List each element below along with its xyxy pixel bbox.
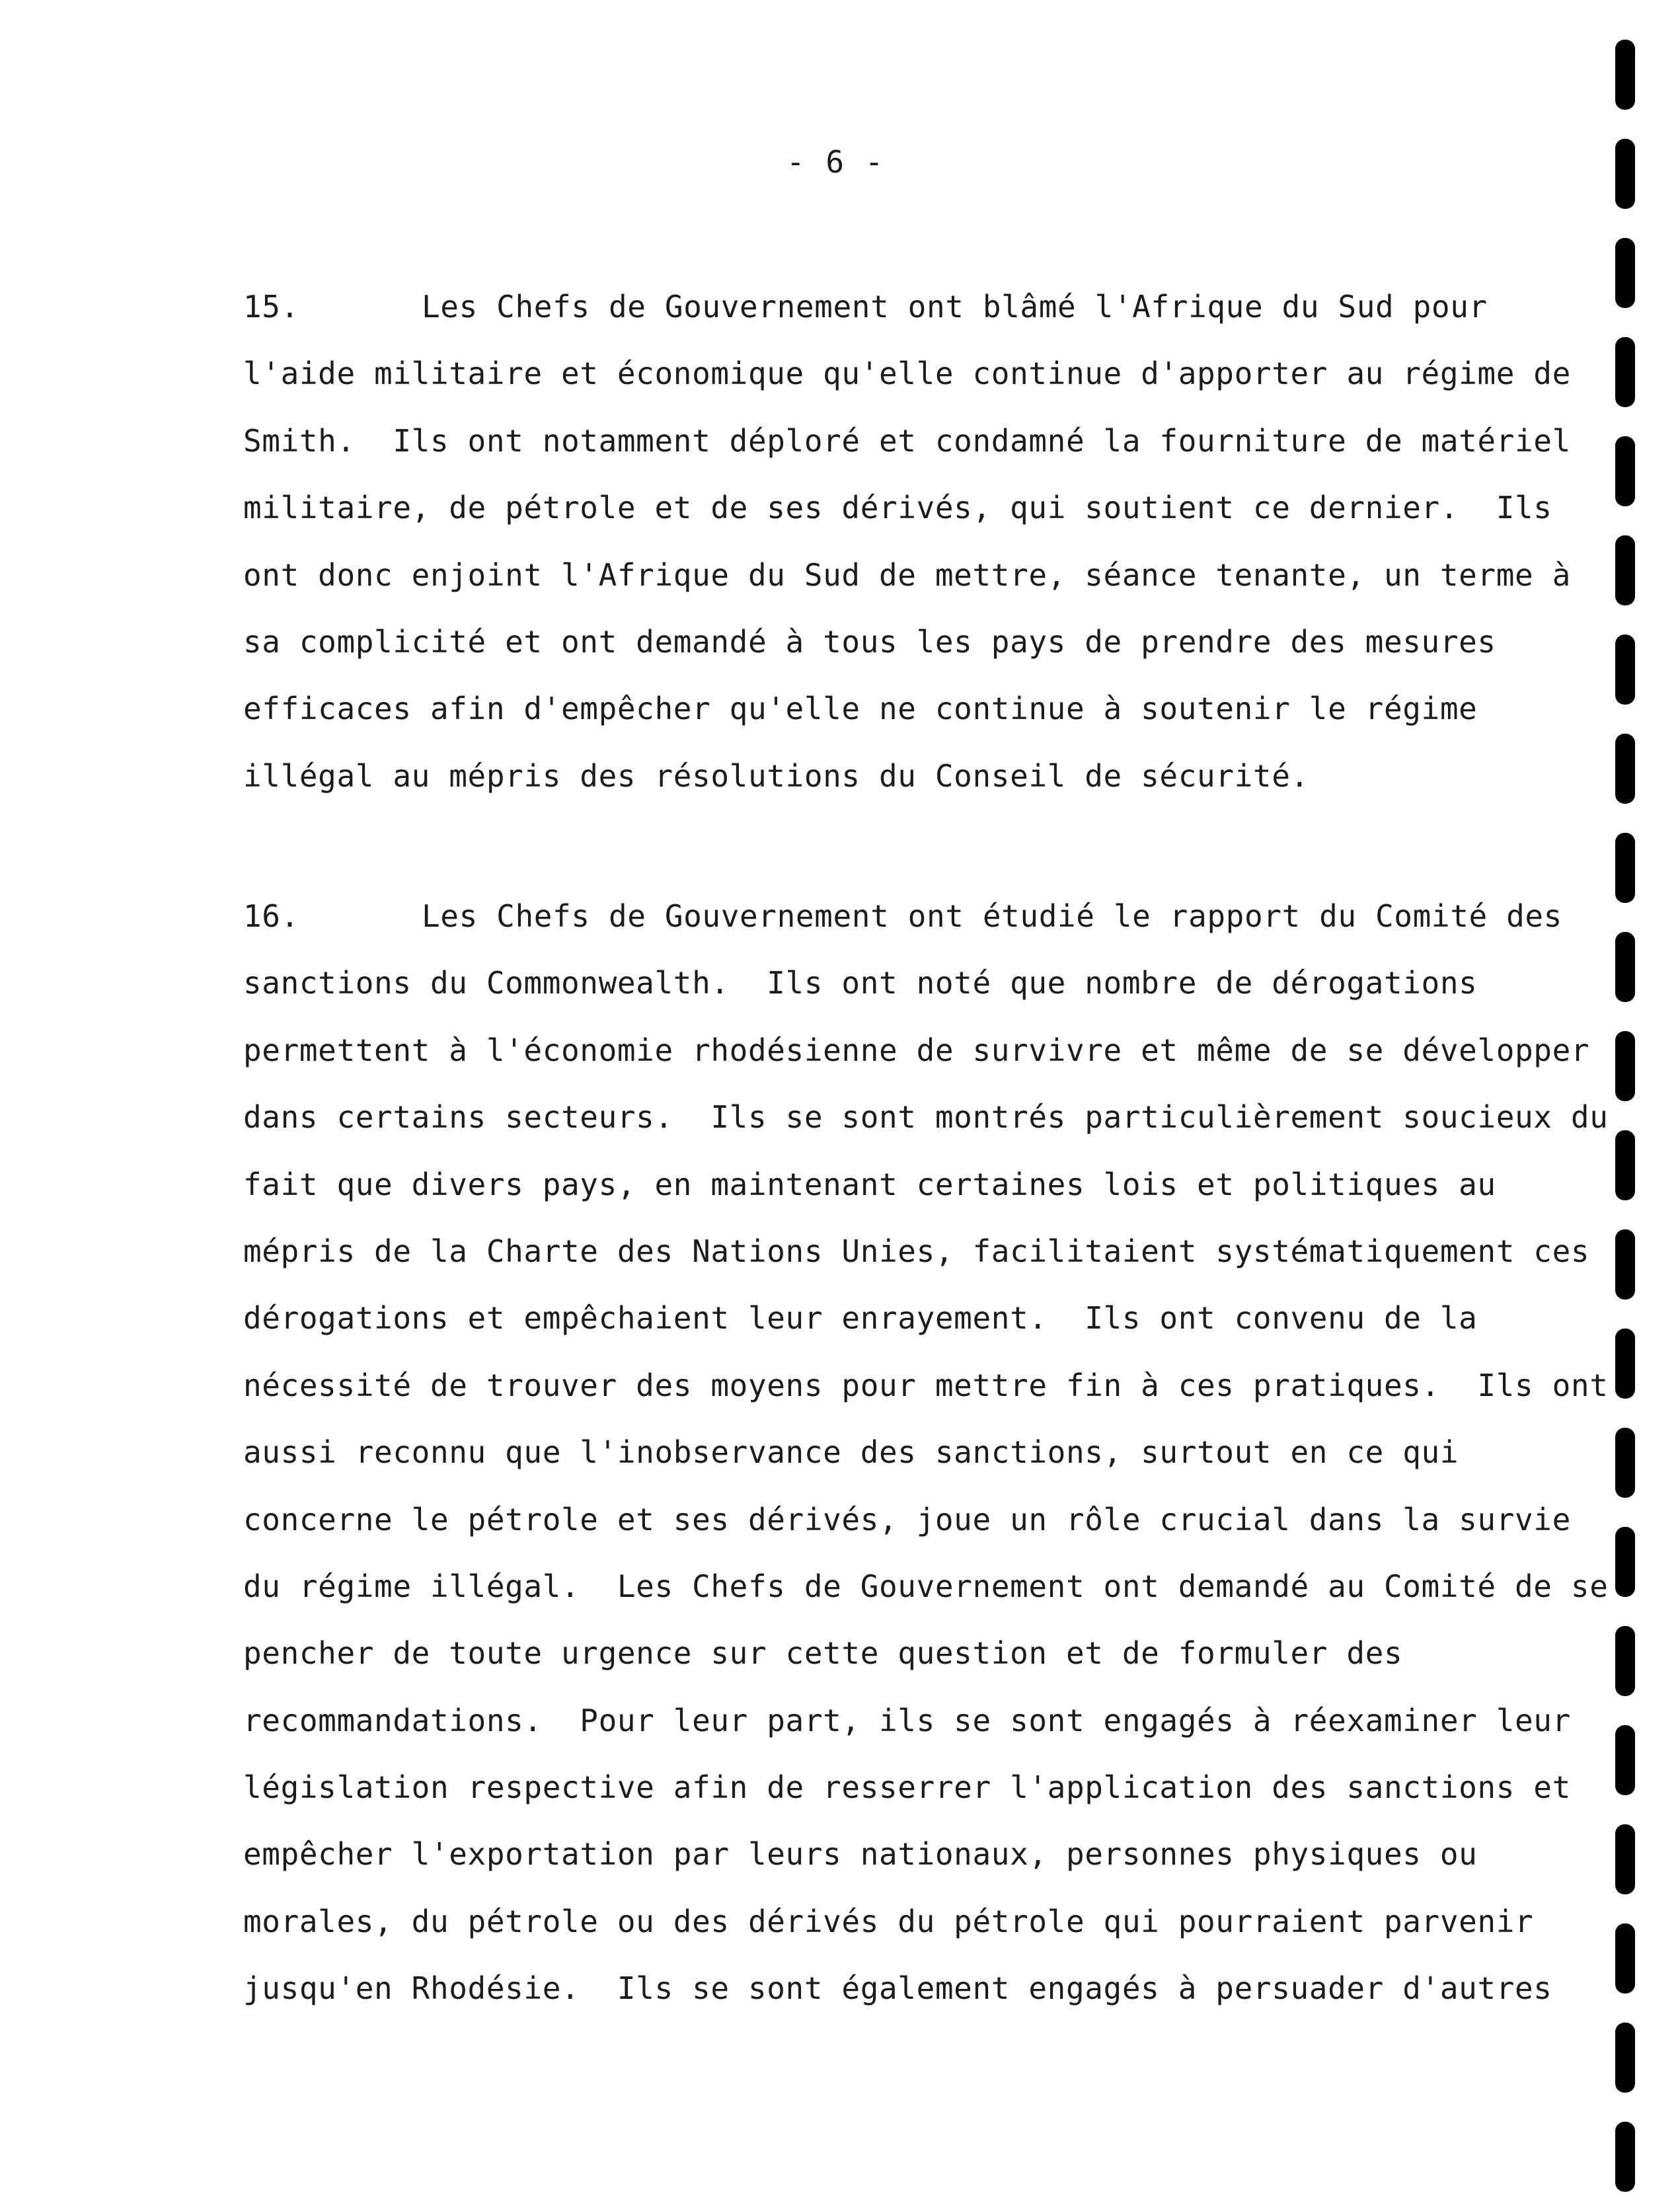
binding-mark [1615,833,1635,903]
line-text: Les Chefs de Gouvernement ont étudié le rapport du Comité des [422,898,1562,934]
paragraph-line: sa complicité et ont demandé à tous les pays de prendre des mesures [243,623,1496,660]
binding-mark [1615,1626,1635,1696]
paragraph-line: sanctions du Commonwealth. Ils ont noté que nombre de dérogations [243,965,1478,1001]
paragraph-15 [243,274,1571,810]
paragraph-line: recommandations. Pour leur part, ils se sont engagés à réexaminer leur [243,1702,1571,1738]
paragraph-line: concerne le pétrole et ses dérivés, joue un rôle crucial dans la survie [243,1501,1571,1537]
binding-mark [1615,238,1635,308]
binding-mark [1615,1229,1635,1299]
paragraph-line: l'aide militaire et économique qu'elle continue d'apporter au régime de [243,356,1571,392]
binding-marks [1615,0,1655,2209]
binding-mark [1615,1824,1635,1894]
paragraph-line: morales, du pétrole ou des dérivés du pétrole qui pourraient parvenir [243,1903,1534,1939]
paragraph-line: du régime illégal. Les Chefs de Gouvernement ont demandé au Comité de se [243,1568,1609,1604]
paragraph-line [243,274,1486,340]
binding-mark [1615,1428,1635,1498]
binding-mark [1615,932,1635,1002]
binding-mark [1615,1527,1635,1597]
paragraph-line: Smith. Ils ont notamment déploré et condamné la fourniture de matériel [243,422,1571,459]
paragraph-line: jusqu'en Rhodésie. Ils se sont également engagés à persuader d'autres [243,1970,1552,2007]
binding-mark [1615,1329,1635,1399]
paragraph-line: empêcher l'exportation par leurs nationaux, personnes physiques ou [243,1836,1478,1873]
paragraph-line: efficaces afin d'empêcher qu'elle ne continue à soutenir le régime [243,691,1478,727]
paragraph-line: législation respective afin de resserrer l'application des sanctions et [243,1769,1571,1806]
binding-mark [1615,1130,1635,1200]
paragraph-line: illégal au mépris des résolutions du Conseil de sécurité. [243,757,1309,794]
paragraph-number: 16. [243,898,299,934]
binding-mark [1615,139,1635,209]
paragraph-line: militaire, de pétrole et de ses dérivés, qui soutient ce dernier. Ils [243,490,1552,526]
paragraph-line [243,883,1562,950]
binding-mark [1615,734,1635,804]
paragraph-line: dans certains secteurs. Ils se sont montrés particulièrement soucieux du [243,1099,1609,1136]
paragraph-line: permettent à l'économie rhodésienne de survivre et même de se développer [243,1032,1590,1068]
paragraph-number: 15. [243,289,299,325]
paragraph-line: aussi reconnu que l'inobservance des sanctions, surtout en ce qui [243,1434,1459,1471]
binding-mark [1615,40,1635,110]
binding-mark [1615,1031,1635,1101]
binding-mark [1615,436,1635,506]
binding-mark [1615,337,1635,407]
paragraph-line: ont donc enjoint l'Afrique du Sud de mettre, séance tenante, un terme à [243,557,1571,593]
paragraph-line: mépris de la Charte des Nations Unies, facilitaient systématiquement ces [243,1233,1590,1269]
binding-mark [1615,535,1635,605]
paragraph-line: nécessité de trouver des moyens pour mettre fin à ces pratiques. Ils ont [243,1367,1609,1403]
page-number: - 6 - [786,144,885,180]
binding-mark [1615,2122,1635,2192]
binding-mark [1615,2023,1635,2093]
paragraph-line: dérogations et empêchaient leur enrayement. Ils ont convenu de la [243,1300,1478,1337]
binding-mark [1615,1725,1635,1795]
paragraph-16 [243,883,1609,2023]
binding-mark [1615,635,1635,705]
paragraph-line: fait que divers pays, en maintenant certaines lois et politiques au [243,1166,1496,1202]
paragraph-line: pencher de toute urgence sur cette question et de formuler des [243,1635,1403,1672]
binding-mark [1615,1923,1635,1994]
line-text: Les Chefs de Gouvernement ont blâmé l'Afrique du Sud pour [422,289,1488,325]
